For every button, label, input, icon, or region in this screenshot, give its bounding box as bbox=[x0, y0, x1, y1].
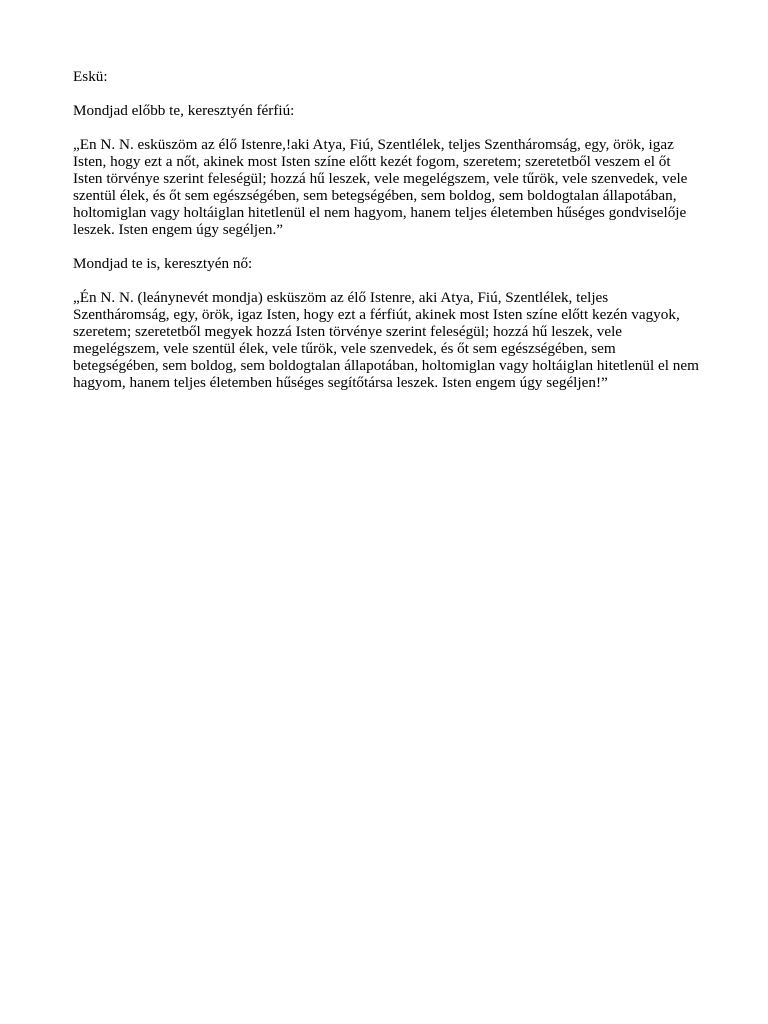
intro-man: Mondjad előbb te, keresztyén férfiú: bbox=[73, 102, 295, 119]
intro-woman: Mondjad te is, keresztyén nő: bbox=[73, 255, 253, 272]
oath-man-paragraph: „En N. N. esküszöm az élő Istenre,!aki Atya, Fiú, Szentlélek, teljes Szentháromság, egy, örök, igaz Isten, hogy ezt a nőt, akinek most Isten színe előtt kezét fogom, szeretem; szeretetből veszem el őt Isten törvénye szerint feleségül; hozzá hű leszek, vele megelégszem, vele tűrök, vele szenvedek, vele szentül élek, és őt sem egészségében, sem betegségében, sem boldog, sem boldogtalan állapotában, holtomiglan vagy holtáiglan hitetlenül el nem hagyom, hanem teljes életemben hűséges gondviselője leszek. Isten engem úgy segéljen.” bbox=[73, 136, 688, 238]
oath-woman-paragraph: „Én N. N. (leánynevét mondja) esküszöm az élő Istenre, aki Atya, Fiú, Szentlélek, teljes Szentháromság, egy, örök, igaz Isten, hogy ezt a férfiút, akinek most Isten színe előtt kezén vagyok, szeretem; szeretetből megyek hozzá Isten törvénye szerint feleségül; hozzá hű leszek, vele megelégszem, vele szentül élek, vele tűrök, vele szenvedek, és őt sem egészségében, sem betegségében, sem boldog, sem boldogtalan állapotában, holtomiglan vagy holtáiglan hitetlenül el nem hagyom, hanem teljes életemben hűséges segítőtársa leszek. Isten engem úgy segéljen!” bbox=[73, 289, 699, 391]
document-heading: Eskü: bbox=[73, 68, 108, 85]
document-page bbox=[73, 68, 699, 408]
